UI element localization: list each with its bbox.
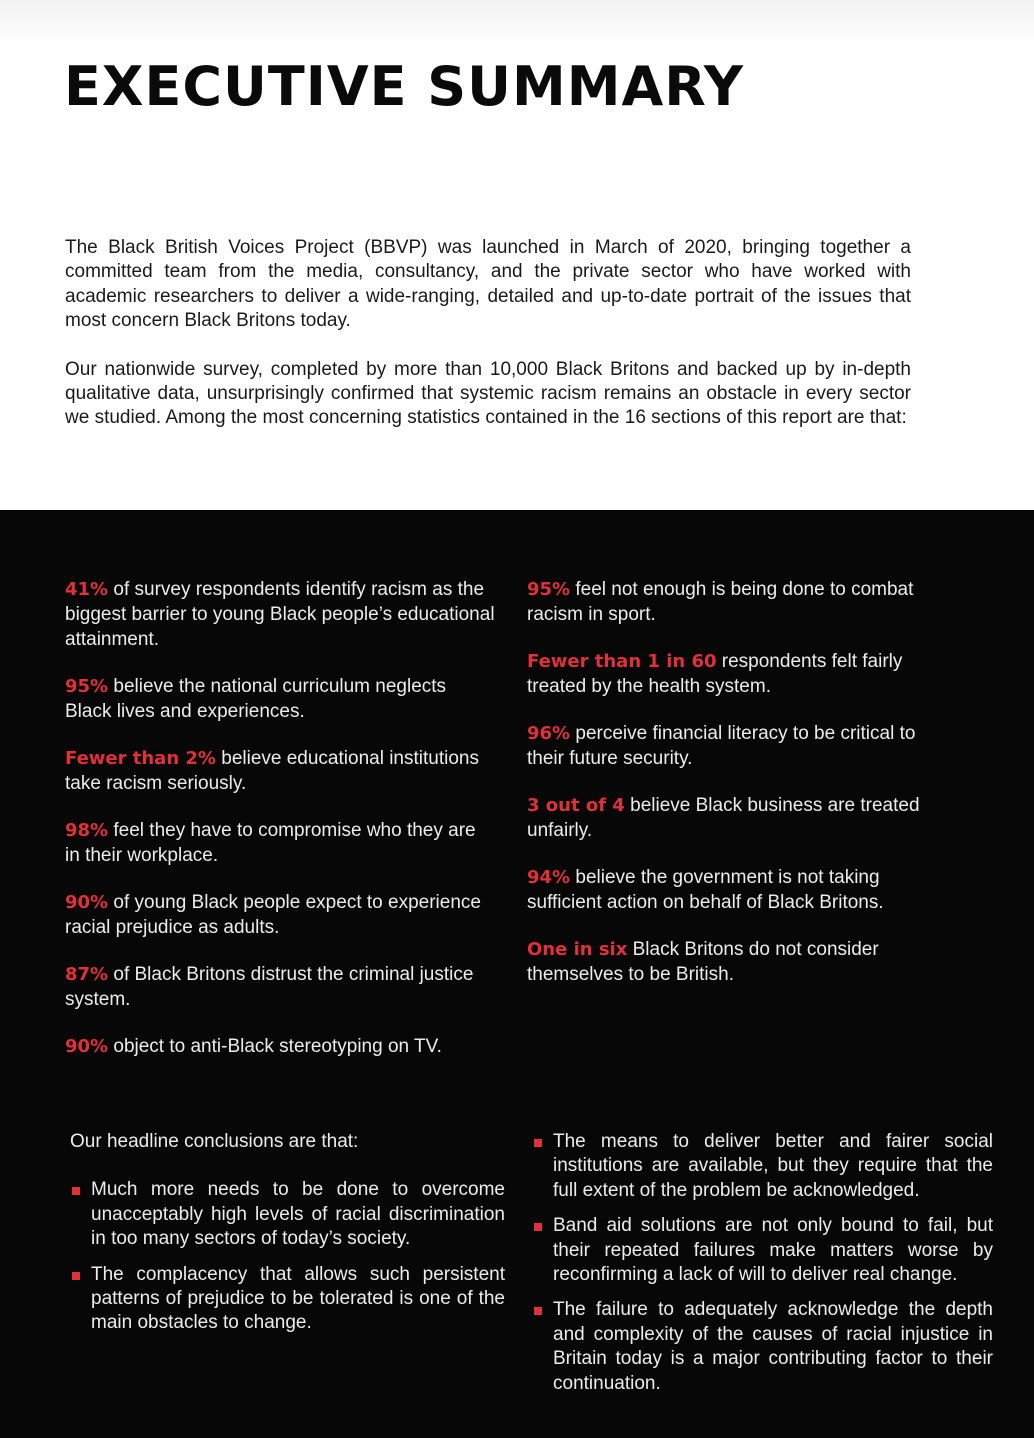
stat-highlight: 96% <box>527 723 571 744</box>
stat-item <box>65 818 495 868</box>
stat-highlight: 98% <box>65 820 109 841</box>
conclusion-text: Much more needs to be done to overcome unacceptably high levels of racial discrimination in too many sectors of today’s society. <box>91 1179 505 1250</box>
stat-text: believe the government is not taking sufficient action on behalf of Black Britons. <box>527 867 884 913</box>
conclusion-text: The means to deliver better and fairer social institutions are available, but they require that the full extent of the problem be acknowledged. <box>553 1131 993 1201</box>
stat-item <box>527 577 957 627</box>
conclusion-item <box>70 1263 505 1336</box>
stat-text: believe educational institutions take racism seriously. <box>65 748 479 794</box>
stat-highlight: 41% <box>65 579 109 600</box>
stat-highlight: 95% <box>65 676 109 697</box>
conclusion-text: The failure to adequately acknowledge the depth and complexity of the causes of racial injustice in Britain today is a major contributing factor to their continuation. <box>553 1299 993 1394</box>
stat-text: of young Black people expect to experience racial prejudice as adults. <box>65 892 481 938</box>
stats-column-left <box>65 577 495 1081</box>
stat-item <box>527 649 957 699</box>
conclusion-text: Band aid solutions are not only bound to fail, but their repeated failures make matters worse by reconfirming a lack of will to deliver real change. <box>553 1215 993 1286</box>
stat-text: object to anti-Black stereotyping on TV. <box>108 1036 442 1057</box>
bullet-square-icon <box>534 1223 542 1231</box>
stat-text: feel they have to compromise who they are in their workplace. <box>65 820 476 866</box>
stat-highlight: 90% <box>65 892 109 913</box>
stats-column-right <box>527 577 957 1009</box>
conclusions-heading: Our headline conclusions are that: <box>70 1131 359 1152</box>
stat-item <box>527 865 957 915</box>
stat-highlight: Fewer than 1 in 60 <box>527 651 717 672</box>
conclusion-item <box>70 1178 505 1251</box>
stat-text: believe the national curriculum neglects Black lives and experiences. <box>65 676 447 722</box>
bullet-square-icon <box>534 1307 542 1315</box>
stat-highlight: Fewer than 2% <box>65 748 216 769</box>
intro-text <box>65 236 911 431</box>
conclusion-item <box>532 1214 993 1287</box>
stat-item <box>527 721 957 771</box>
stat-text: of survey respondents identify racism as the biggest barrier to young Black people’s educational attainment. <box>65 579 495 650</box>
conclusions-column-right <box>532 1130 993 1407</box>
stat-text: feel not enough is being done to combat racism in sport. <box>527 579 914 625</box>
bullet-square-icon <box>72 1272 80 1280</box>
stat-text: perceive financial literacy to be critical to their future security. <box>527 723 916 769</box>
bullet-square-icon <box>72 1187 80 1195</box>
conclusion-item <box>532 1298 993 1396</box>
stat-item <box>65 674 495 724</box>
summary-intro-section <box>0 0 1034 510</box>
conclusions-column-left <box>70 1130 505 1347</box>
stat-item <box>527 937 957 987</box>
conclusion-text: The complacency that allows such persistent patterns of prejudice to be tolerated is one of the main obstacles to change. <box>91 1263 505 1334</box>
stat-highlight: 95% <box>527 579 571 600</box>
stat-highlight: 87% <box>65 964 109 985</box>
stat-item <box>527 793 957 843</box>
page-title: EXECUTIVE SUMMARY <box>64 55 745 118</box>
stat-text: believe Black business are treated unfairly. <box>527 795 920 841</box>
conclusion-item <box>532 1130 993 1203</box>
stat-item <box>65 890 495 940</box>
stat-item <box>65 962 495 1012</box>
stat-item <box>65 1034 495 1059</box>
stat-text: of Black Britons distrust the criminal justice system. <box>65 964 474 1010</box>
stat-text: Black Britons do not consider themselves to be British. <box>527 939 879 985</box>
intro-paragraph: Our nationwide survey, completed by more than 10,000 Black Britons and backed up by in-depth qualitative data, unsurprisingly confirmed that systemic racism remains an obstacle in every sector we studied. Among the most concerning statistics contained in the 16 sections of this report are that: <box>65 358 911 429</box>
stat-highlight: 94% <box>527 867 571 888</box>
intro-paragraph: The Black British Voices Project (BBVP) was launched in March of 2020, bringing together a committed team from the media, consultancy, and the private sector who have worked with academic researchers to deliver a wide-ranging, detailed and up-to-date portrait of the issues that most concern Black Britons today. <box>65 237 911 332</box>
stat-highlight: 90% <box>65 1036 109 1057</box>
stat-item <box>65 746 495 796</box>
bullet-square-icon <box>534 1139 542 1147</box>
stat-highlight: One in six <box>527 939 628 960</box>
stat-text: respondents felt fairly treated by the health system. <box>527 651 903 697</box>
stat-highlight: 3 out of 4 <box>527 795 625 816</box>
stat-item <box>65 577 495 652</box>
